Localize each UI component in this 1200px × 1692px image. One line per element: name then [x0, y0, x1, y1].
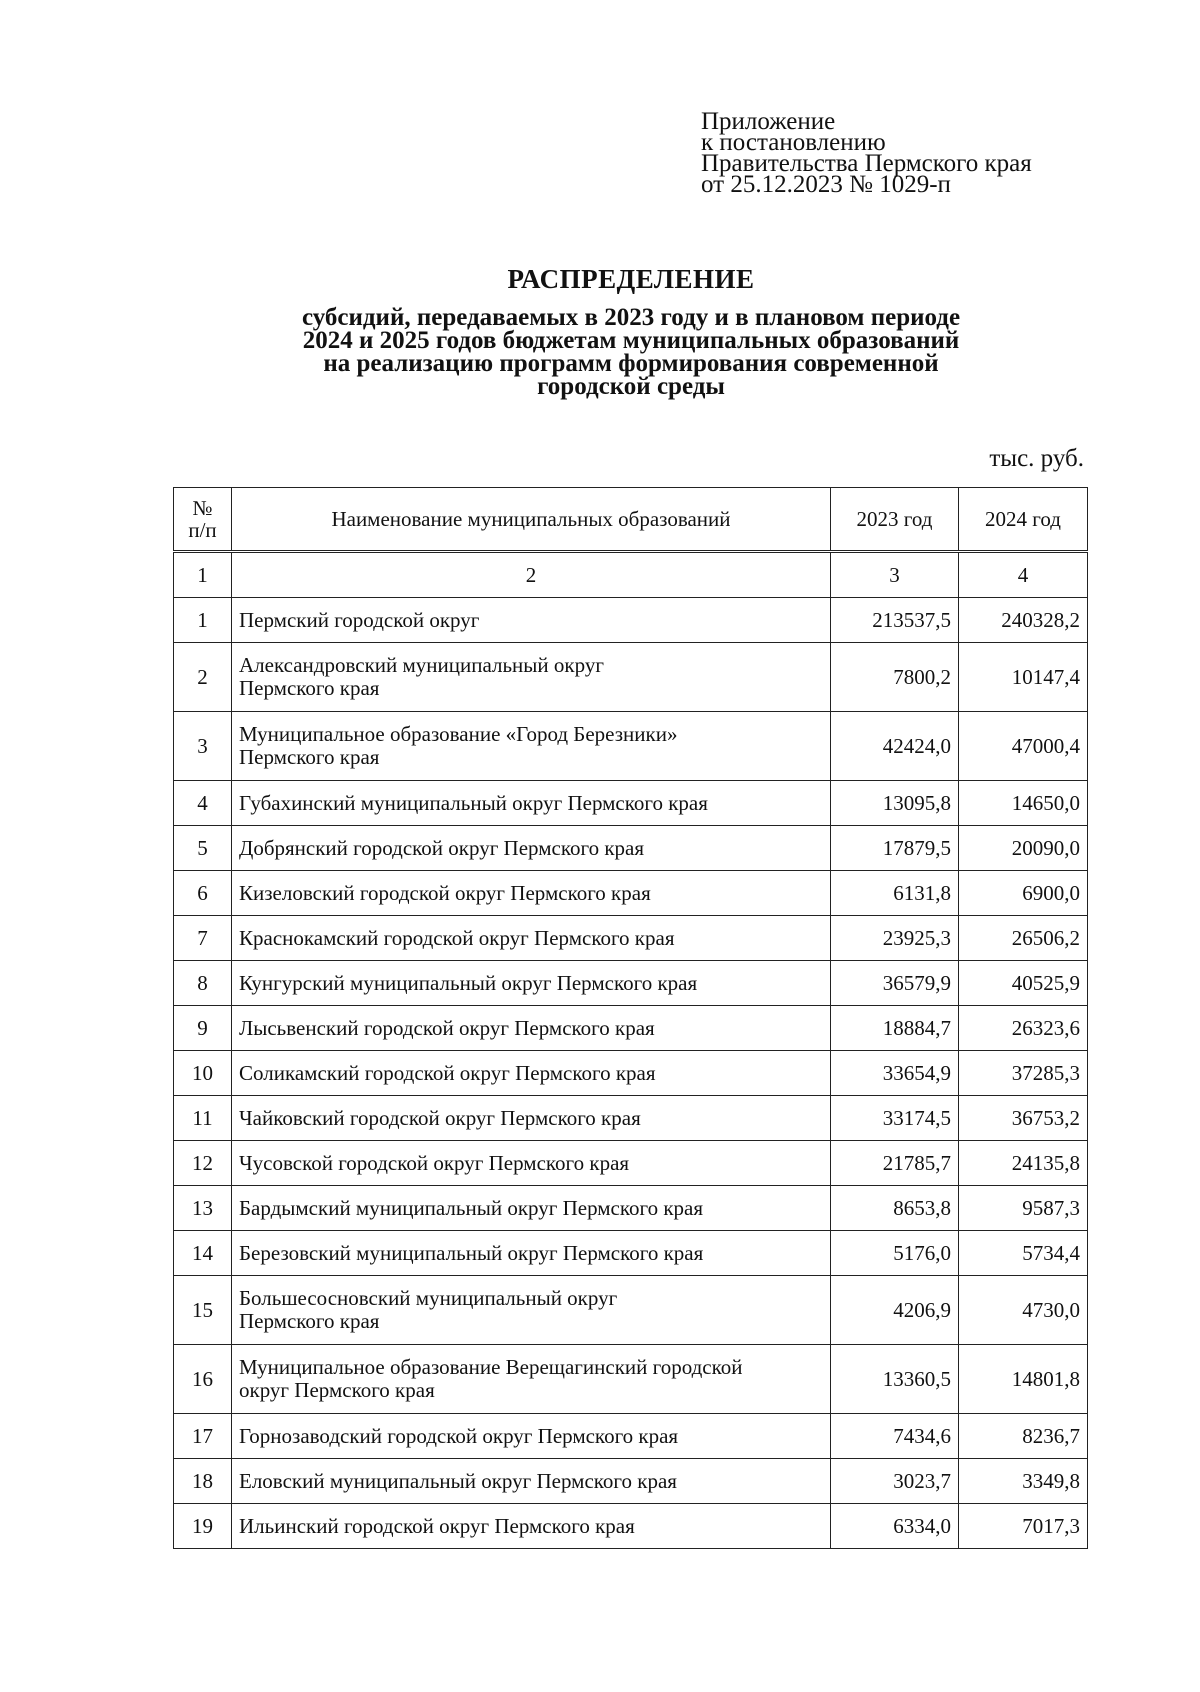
table-row [174, 1186, 1088, 1231]
municipality-name-line: Александровский муниципальный округ [239, 653, 604, 677]
municipality-name [232, 712, 831, 781]
row-number: 6 [174, 871, 232, 916]
municipality-name [232, 1186, 831, 1231]
row-number: 2 [174, 643, 232, 712]
value-2024: 37285,3 [959, 1051, 1088, 1096]
municipality-name [232, 1276, 831, 1345]
value-2023: 23925,3 [831, 916, 959, 961]
row-number: 8 [174, 961, 232, 1006]
value-2023: 8653,8 [831, 1186, 959, 1231]
municipality-name-line: Еловский муниципальный округ Пермского края [239, 1468, 677, 1493]
value-2024: 7017,3 [959, 1504, 1088, 1549]
row-number: 19 [174, 1504, 232, 1549]
municipality-name [232, 781, 831, 826]
value-2024: 240328,2 [959, 598, 1088, 643]
table-row [174, 643, 1088, 712]
municipality-name-line: Пермский городской округ [239, 607, 480, 632]
value-2024: 14801,8 [959, 1345, 1088, 1414]
row-number: 1 [174, 598, 232, 643]
appendix-block [701, 108, 1032, 198]
document-title: РАСПРЕДЕЛЕНИЕ [507, 264, 755, 294]
units-label: тыс. руб. [989, 445, 1084, 472]
appendix-line: к постановлению [701, 129, 886, 156]
table-row [174, 712, 1088, 781]
municipality-name-line: Чайковский городской округ Пермского края [239, 1105, 641, 1130]
municipality-name-line: Бардымский муниципальный округ Пермского края [239, 1195, 704, 1220]
value-2023: 7434,6 [831, 1414, 959, 1459]
appendix-line: от 25.12.2023 № 1029-п [701, 171, 951, 198]
value-2023: 21785,7 [831, 1141, 959, 1186]
value-2023: 18884,7 [831, 1006, 959, 1051]
header-number-line: п/п [188, 518, 217, 542]
value-2024: 8236,7 [959, 1414, 1088, 1459]
value-2024: 14650,0 [959, 781, 1088, 826]
row-number: 3 [174, 712, 232, 781]
table-row [174, 826, 1088, 871]
value-2024: 9587,3 [959, 1186, 1088, 1231]
municipality-name [232, 871, 831, 916]
row-number: 16 [174, 1345, 232, 1414]
value-2024: 26323,6 [959, 1006, 1088, 1051]
table-row [174, 961, 1088, 1006]
row-number: 9 [174, 1006, 232, 1051]
municipality-name-line: Муниципальное образование Верещагинский городской [239, 1355, 743, 1379]
table-row [174, 1051, 1088, 1096]
municipality-name [232, 916, 831, 961]
municipality-name-line: Горнозаводский городской округ Пермского края [239, 1423, 679, 1448]
table-body [174, 598, 1088, 1549]
row-number: 18 [174, 1459, 232, 1504]
column-number: 3 [831, 552, 959, 598]
municipality-name [232, 643, 831, 712]
row-number: 10 [174, 1051, 232, 1096]
municipality-name [232, 1231, 831, 1276]
table-row [174, 1276, 1088, 1345]
column-number: 4 [959, 552, 1088, 598]
value-2023: 4206,9 [831, 1276, 959, 1345]
table-row [174, 1345, 1088, 1414]
municipality-name-line: Добрянский городской округ Пермского края [239, 835, 644, 860]
value-2023: 42424,0 [831, 712, 959, 781]
table-row [174, 1141, 1088, 1186]
value-2024: 10147,4 [959, 643, 1088, 712]
value-2024: 20090,0 [959, 826, 1088, 871]
value-2023: 213537,5 [831, 598, 959, 643]
value-2023: 13095,8 [831, 781, 959, 826]
header-2023: 2023 год [831, 488, 959, 552]
municipality-name-line: Лысьвенский городской округ Пермского края [239, 1015, 655, 1040]
row-number: 7 [174, 916, 232, 961]
municipality-name-line: Березовский муниципальный округ Пермского края [239, 1240, 704, 1265]
value-2024: 26506,2 [959, 916, 1088, 961]
municipality-name [232, 1051, 831, 1096]
header-number [174, 488, 232, 552]
subsidy-table [173, 487, 1088, 1549]
table-row [174, 916, 1088, 961]
value-2024: 40525,9 [959, 961, 1088, 1006]
municipality-name [232, 961, 831, 1006]
municipality-name-line: Губахинский муниципальный округ Пермского края [239, 790, 708, 815]
value-2023: 7800,2 [831, 643, 959, 712]
subtitle-line: 2024 и 2025 годов бюджетам муниципальных образований [302, 327, 960, 354]
subtitle-line: городской среды [537, 373, 725, 400]
municipality-name-line: Ильинский городской округ Пермского края [239, 1513, 635, 1538]
value-2023: 6334,0 [831, 1504, 959, 1549]
value-2024: 24135,8 [959, 1141, 1088, 1186]
column-number: 2 [232, 552, 831, 598]
table-row [174, 871, 1088, 916]
municipality-name-line: Чусовской городской округ Пермского края [239, 1150, 630, 1175]
table-row [174, 1414, 1088, 1459]
value-2023: 17879,5 [831, 826, 959, 871]
row-number: 12 [174, 1141, 232, 1186]
value-2023: 33654,9 [831, 1051, 959, 1096]
header-name: Наименование муниципальных образований [232, 488, 831, 552]
municipality-name [232, 1006, 831, 1051]
municipality-name-line: Пермского края [239, 745, 380, 769]
value-2023: 6131,8 [831, 871, 959, 916]
row-number: 15 [174, 1276, 232, 1345]
value-2024: 6900,0 [959, 871, 1088, 916]
table-row [174, 1006, 1088, 1051]
value-2024: 4730,0 [959, 1276, 1088, 1345]
table-row [174, 1231, 1088, 1276]
subtitle-line: субсидий, передаваемых в 2023 году и в плановом периоде [301, 304, 961, 331]
row-number: 11 [174, 1096, 232, 1141]
table-row [174, 781, 1088, 826]
row-number: 5 [174, 826, 232, 871]
municipality-name-line: Кунгурский муниципальный округ Пермского края [239, 970, 698, 995]
value-2024: 36753,2 [959, 1096, 1088, 1141]
value-2023: 36579,9 [831, 961, 959, 1006]
row-number: 13 [174, 1186, 232, 1231]
table-header-row [174, 488, 1088, 552]
municipality-name-line: Большесосновский муниципальный округ [239, 1286, 618, 1310]
appendix-line: Приложение [701, 108, 836, 135]
table-row [174, 1096, 1088, 1141]
value-2023: 5176,0 [831, 1231, 959, 1276]
municipality-name-line: Кизеловский городской округ Пермского края [239, 880, 651, 905]
municipality-name [232, 1504, 831, 1549]
municipality-name [232, 1459, 831, 1504]
municipality-name [232, 598, 831, 643]
value-2024: 47000,4 [959, 712, 1088, 781]
municipality-name [232, 826, 831, 871]
value-2023: 13360,5 [831, 1345, 959, 1414]
municipality-name-line: Соликамский городской округ Пермского края [239, 1060, 656, 1085]
municipality-name [232, 1096, 831, 1141]
municipality-name-line: Краснокамский городской округ Пермского края [239, 925, 675, 950]
value-2023: 33174,5 [831, 1096, 959, 1141]
table-row [174, 1459, 1088, 1504]
municipality-name [232, 1141, 831, 1186]
table-row [174, 1504, 1088, 1549]
value-2024: 5734,4 [959, 1231, 1088, 1276]
row-number: 14 [174, 1231, 232, 1276]
column-number: 1 [174, 552, 232, 598]
row-number: 17 [174, 1414, 232, 1459]
municipality-name [232, 1345, 831, 1414]
municipality-name-line: Муниципальное образование «Город Березники» [239, 722, 678, 746]
municipality-name [232, 1414, 831, 1459]
document-subtitle [0, 306, 1200, 398]
subtitle-line: на реализацию программ формирования современной [323, 350, 939, 377]
appendix-line: Правительства Пермского края [701, 150, 1032, 177]
header-number-line: № [192, 496, 213, 520]
value-2023: 3023,7 [831, 1459, 959, 1504]
value-2024: 3349,8 [959, 1459, 1088, 1504]
column-number-row [174, 552, 1088, 598]
table-row [174, 598, 1088, 643]
municipality-name-line: Пермского края [239, 1309, 380, 1333]
header-2024: 2024 год [959, 488, 1088, 552]
municipality-name-line: Пермского края [239, 676, 380, 700]
municipality-name-line: округ Пермского края [239, 1378, 435, 1402]
row-number: 4 [174, 781, 232, 826]
